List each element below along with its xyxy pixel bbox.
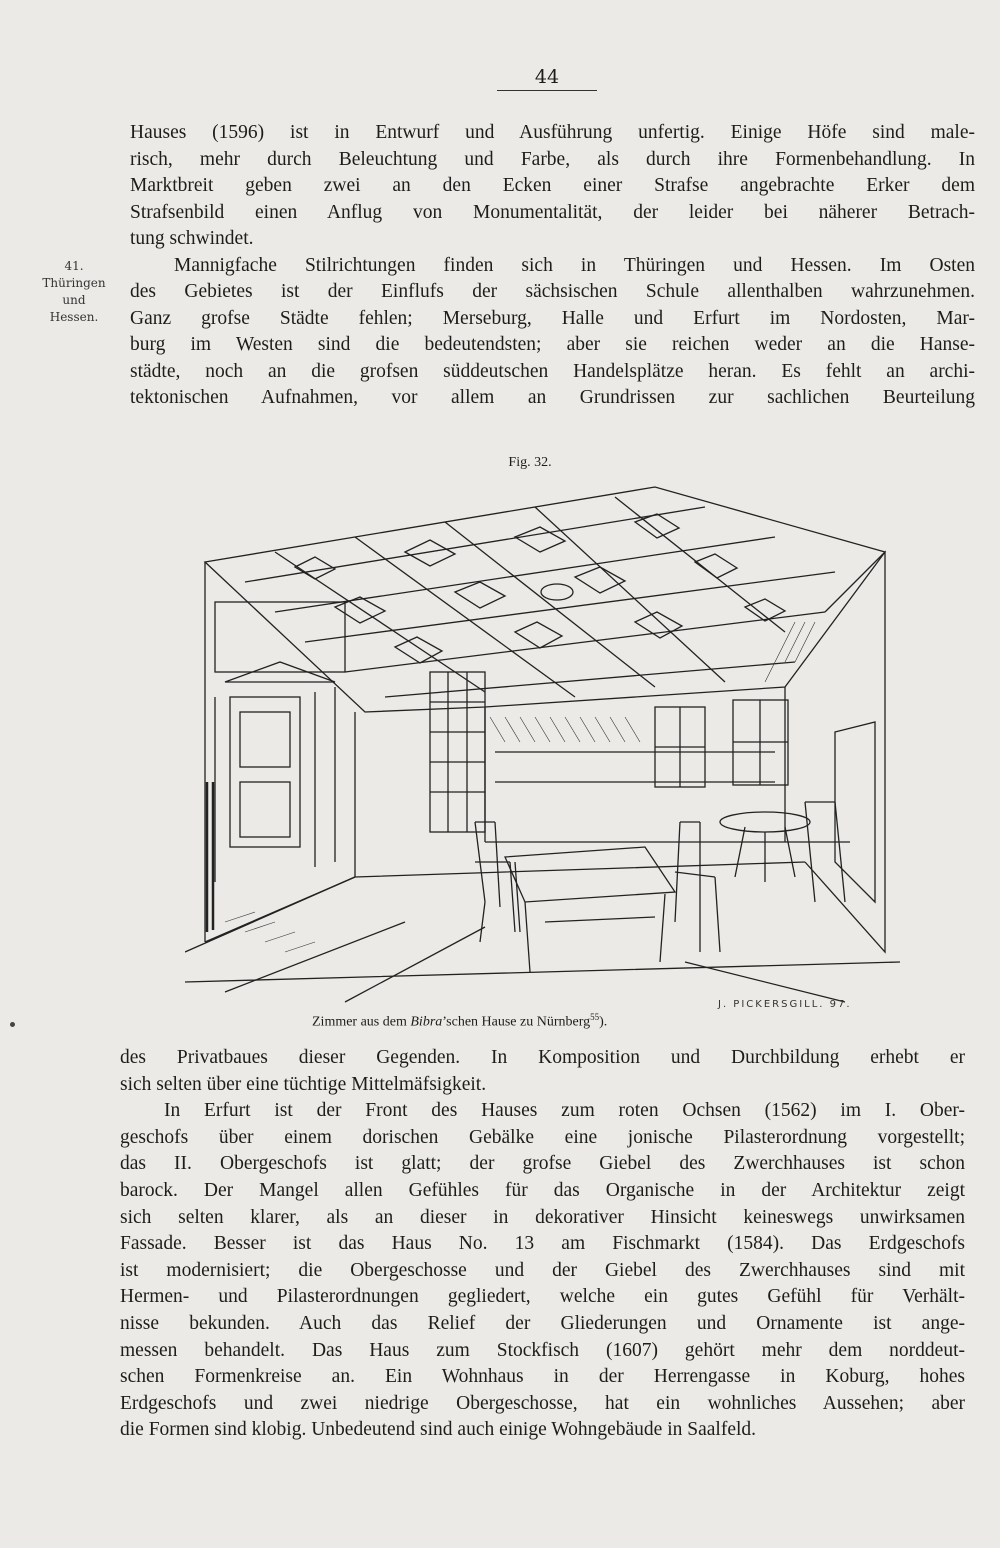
round-table	[720, 812, 810, 832]
text-line: des Privatbaues dieser Gegenden. In Komposition und Durchbildung erhebt er	[120, 1047, 965, 1068]
page-number: 44	[497, 66, 597, 91]
text-line: des Gebietes ist der Einflufs der sächsischen Schule allenthalben wahrzunehmen.	[130, 281, 975, 302]
margin-note	[30, 258, 118, 326]
text-line: geschofs über einem dorischen Gebälke eine jonische Pilasterordnung vorgestellt;	[120, 1126, 965, 1148]
figure-caption	[312, 1012, 792, 1031]
margin-note-line: und	[62, 293, 86, 307]
text-line: Strafsenbild einen Anflug von Monumentalität, der leider bei näherer Betrach-	[130, 201, 975, 223]
text-line: Hermen- und Pilasterordnungen gegliedert, welche ein gutes Gefühl für Verhält-	[120, 1286, 965, 1308]
ceiling-rosette	[541, 584, 573, 600]
text-line: sich selten über eine tüchtige Mittelmäfsigkeit.	[120, 1073, 487, 1095]
text-line: das II. Obergeschofs ist glatt; der grofse Giebel des Zwerchhauses ist schon	[120, 1153, 965, 1175]
top-text-block	[130, 120, 975, 412]
text-line: Mannigfache Stilrichtungen finden sich in Thüringen und Hessen. Im Osten	[174, 254, 975, 276]
caption-text: Zimmer aus dem	[312, 1014, 411, 1030]
text-line: Ganz grofse Städte fehlen; Merseburg, Halle und Erfurt im Nordosten, Mar-	[130, 307, 975, 329]
text-line: Fassade. Besser ist das Haus No. 13 am Fischmarkt (1584). Das Erdgeschofs	[120, 1233, 965, 1255]
text-line: schen Formenkreise an. Ein Wohnhaus in der Herrengasse in Koburg, hohes	[120, 1366, 965, 1388]
text-line: städte, noch an die grofsen süddeutschen Handelsplätze heran. Es fehlt an archi-	[130, 360, 975, 382]
text-line: burg im Westen sind die bedeutendsten; aber sie reichen weder an die Hanse-	[130, 334, 975, 355]
artist-signature: J. PICKERSGILL. 97.	[718, 999, 852, 1010]
text-line: Hauses (1596) ist in Entwurf und Ausführung unfertig. Einige Höfe sind male-	[130, 122, 975, 143]
text-line: ist modernisiert; die Obergeschosse und der Giebel des Zwerchhauses sind mit	[120, 1259, 965, 1281]
text-line: Erdgeschofs und zwei niedrige Obergeschosse, hat ein wohnliches Aussehen; aber	[120, 1392, 965, 1414]
margin-note-line: Hessen.	[49, 310, 99, 324]
caption-text: ).	[599, 1014, 608, 1030]
text-line: tektonischen Aufnahmen, vor allem an Grundrissen zur sachlichen Beurteilung	[130, 387, 975, 408]
bottom-text-block	[120, 1045, 965, 1444]
caption-italic: Bibra	[410, 1014, 443, 1030]
footnote-reference[interactable]: 55	[590, 1012, 600, 1022]
tiled-stove	[430, 672, 485, 832]
text-line: Marktbreit geben zwei an den Ecken einer Strafse angebrachte Erker dem	[130, 175, 975, 196]
ceiling-outline	[205, 487, 885, 712]
table-top	[505, 847, 675, 902]
figure-label: Fig. 32.	[508, 455, 552, 470]
room-illustration	[185, 482, 900, 1007]
room-engraving	[185, 482, 900, 1007]
text-line: sich selten klarer, als an dieser in dekorativer Hinsicht keineswegs unwirksamen	[120, 1206, 965, 1228]
text-line: In Erfurt ist der Front des Hauses zum roten Ochsen (1562) im I. Ober-	[164, 1100, 965, 1122]
margin-note-line: Thüringen	[42, 276, 106, 290]
text-line: messen behandelt. Das Haus zum Stockfisch (1607) gehört mehr dem norddeut-	[120, 1339, 965, 1361]
text-line: tung schwindet.	[130, 228, 254, 249]
text-line: barock. Der Mangel allen Gefühles für das Organische in der Architektur zeigt	[120, 1179, 965, 1201]
ink-spot	[10, 1022, 15, 1027]
caption-text: ’schen Hause zu Nürnberg	[442, 1014, 591, 1030]
text-line: nisse bekunden. Auch das Relief der Gliederungen und Ornamente ist ange-	[120, 1312, 965, 1334]
text-line: die Formen sind klobig. Unbedeutend sind auch einige Wohngebäude in Saalfeld.	[120, 1419, 757, 1441]
margin-note-number: 41.	[64, 259, 84, 273]
text-line: risch, mehr durch Beleuchtung und Farbe, als durch ihre Formenbehandlung. In	[130, 148, 975, 170]
